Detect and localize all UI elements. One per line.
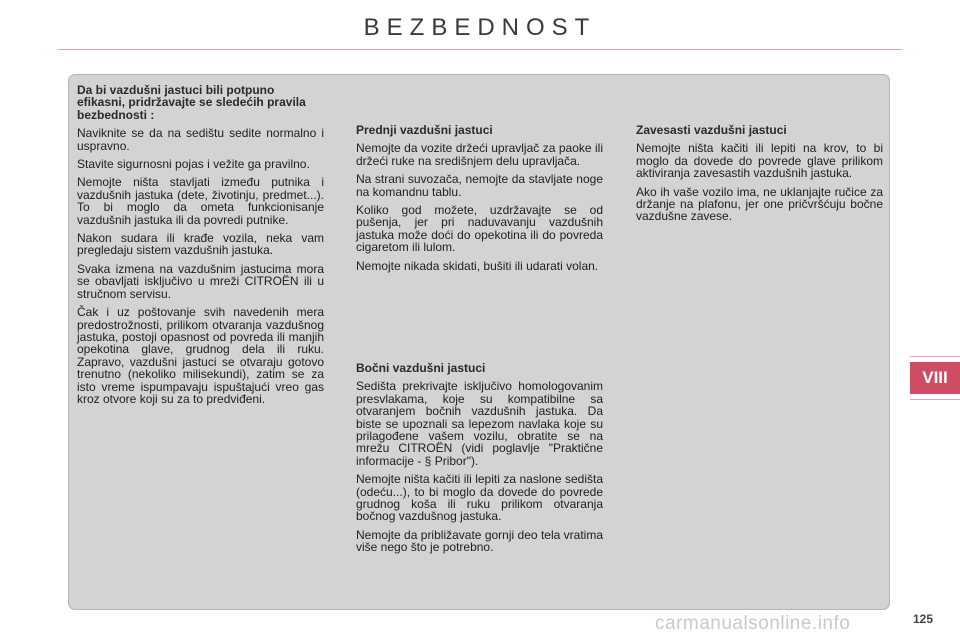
general-rules-column xyxy=(77,84,324,411)
title-divider xyxy=(58,49,902,50)
paragraph: Nakon sudara ili krađe vozila, neka vam pregledaju sistem vazdušnih jastuka. xyxy=(77,231,324,258)
paragraph: Stavite sigurnosni pojas i vežite ga pravilno. xyxy=(77,157,310,172)
general-rules-heading: Da bi vazdušni jastuci bili potpuno efikasni, pridržavajte se sledećih pravila bezbednosti : xyxy=(77,83,306,122)
front-airbags-heading: Prednji vazdušni jastuci xyxy=(356,123,493,137)
page-number: 125 xyxy=(913,612,934,626)
paragraph: Čak i uz poštovanje svih navedenih mera predostrožnosti, prilikom otvaranja vazdušnog jastuka, postoji opasnost od povreda ili manjih opekotina glave, grudnog dela ili ruku. Zapravo, vazdušni jastuci se otvaraju gotovo trenutno (nekoliko milisekundi), zatim se za isto vreme ispumpavaju ispuštajući vreo gas kroz otvore koji su za to predviđeni. xyxy=(77,305,324,406)
paragraph: Svaka izmena na vazdušnim jastucima mora se obavljati isključivo u mreži CITROËN ili u stručnom servisu. xyxy=(77,261,324,301)
curtain-airbags-heading: Zavesasti vazdušni jastuci xyxy=(636,123,787,137)
chapter-tab-rule-top xyxy=(910,356,960,357)
paragraph: Nemojte da vozite držeći upravljač za paoke ili držeći ruke na središnjem delu upravljača. xyxy=(356,141,603,168)
front-airbags-column xyxy=(356,124,603,278)
page-title: BEZBEDNOST xyxy=(363,14,597,41)
chapter-tab: VIII xyxy=(910,362,960,394)
paragraph: Na strani suvozača, nemojte da stavljate noge na komandnu tablu. xyxy=(356,172,603,199)
chapter-tab-rule-bottom xyxy=(910,399,960,400)
paragraph: Nemojte da približavate gornji deo tela vratima više nego što je potrebno. xyxy=(356,527,603,555)
paragraph: Nemojte ništa kačiti ili lepiti za naslone sedišta (odeću...), to bi moglo da dovede do povrede grudnog koša ili ruku prilikom otvaranja bočnog vazdušnog jastuka. xyxy=(356,472,603,524)
watermark: carmanualsonline.info xyxy=(655,613,851,634)
paragraph: Nemojte nikada skidati, bušiti ili udarati volan. xyxy=(356,258,599,273)
paragraph: Koliko god možete, uzdržavajte se od pušenja, jer pri naduvavanju vazdušnih jastuka može doći do opekotina ili do povreda cigaretom ili lulom. xyxy=(356,203,603,255)
paragraph: Ako ih vaše vozilo ima, ne uklanjajte ručice za držanje na plafonu, jer one pričvršćuju bočne vazdušne zavese. xyxy=(636,184,883,224)
side-airbags-heading: Bočni vazdušni jastuci xyxy=(356,361,486,375)
paragraph: Naviknite se da na sedištu sedite normalno i uspravno. xyxy=(77,126,324,153)
curtain-airbags-column xyxy=(636,124,883,229)
paragraph: Nemojte ništa kačiti ili lepiti na krov, to bi moglo da dovede do povrede glave prilikom aktiviranja zavesastih vazdušnih jastuka. xyxy=(636,141,883,181)
paragraph: Nemojte ništa stavljati između putnika i vazdušnih jastuka (dete, životinju, predmet...). To bi moglo da ometa funkcionisanje vazdušnih jastuka ili da povredi putnike. xyxy=(77,175,324,227)
side-airbags-column xyxy=(356,362,603,560)
paragraph: Sedišta prekrivajte isključivo homologovanim presvlakama, koje su kompatibilne sa otvaranjem bočnih vazdušnih jastuka. Da biste se upoznali sa lepezom navlaka koje su prilagođene vašem vozilu, obratite se na mrežu CITROËN (vidi poglavlje "Praktične informacije - § Pribor"). xyxy=(356,379,603,468)
